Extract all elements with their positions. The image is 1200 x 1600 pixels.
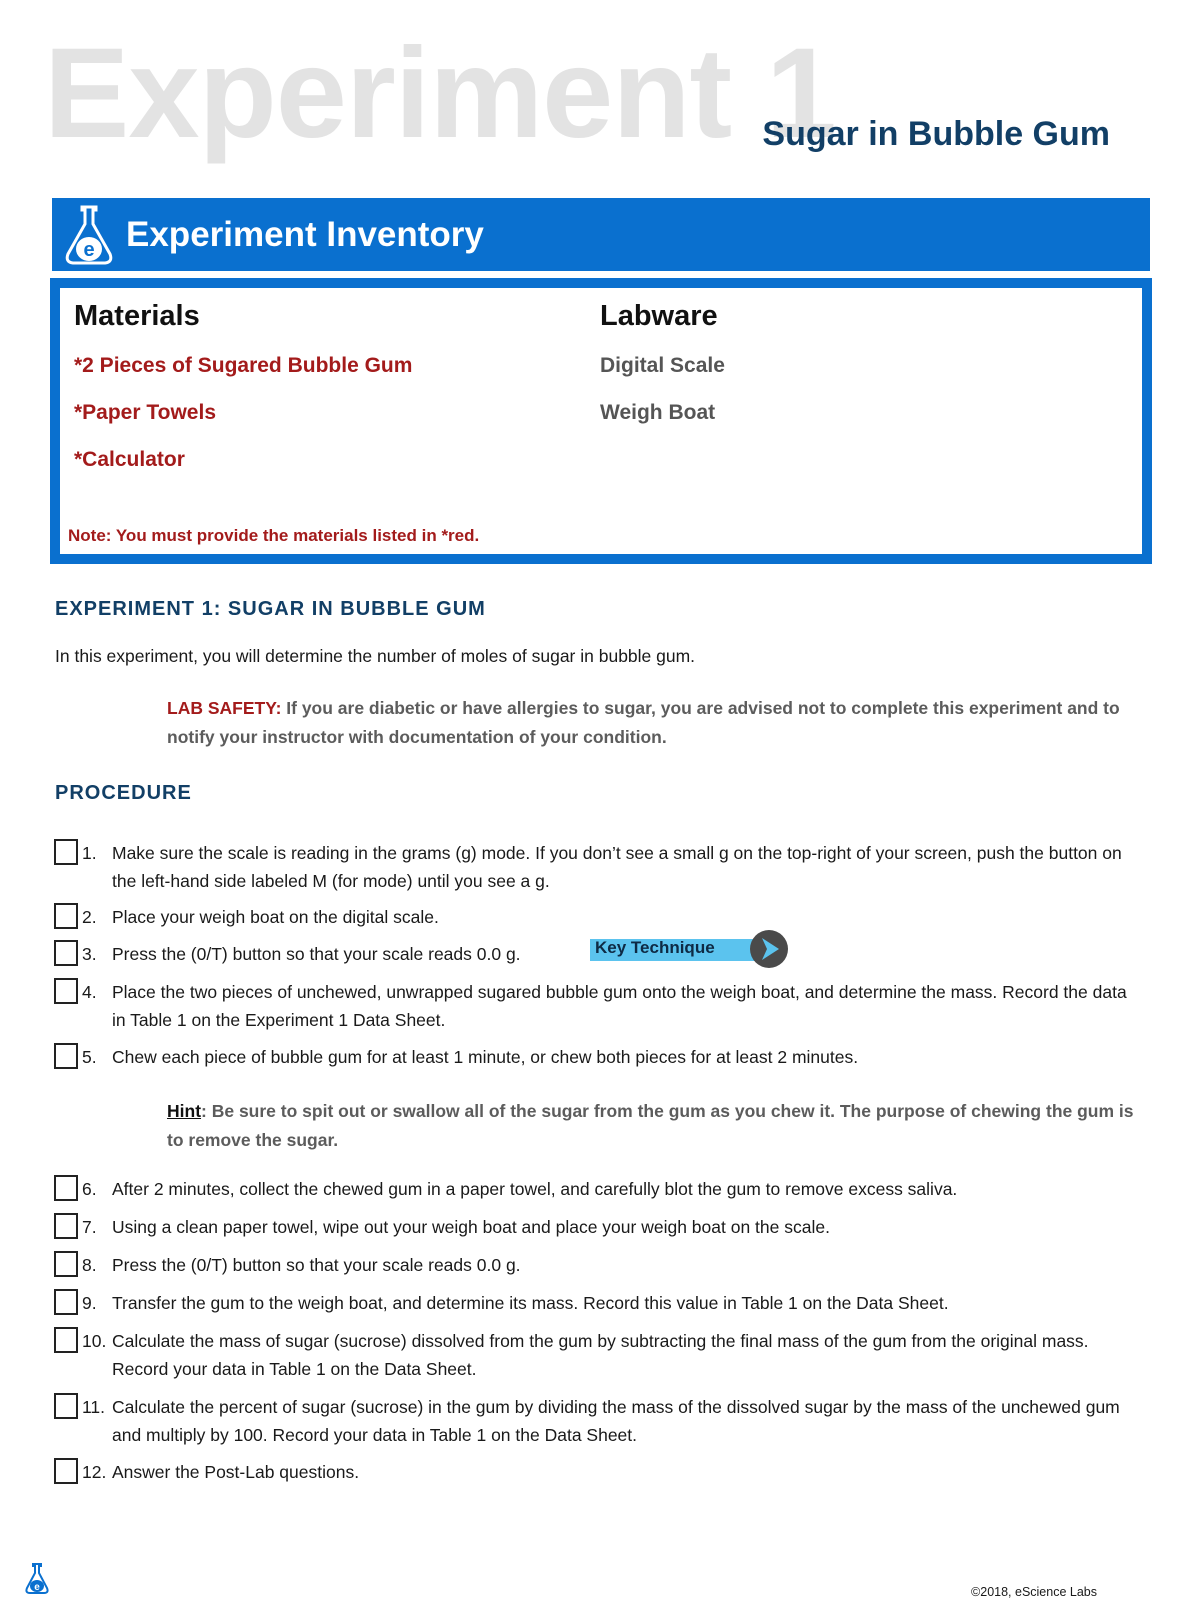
step-text: Calculate the mass of sugar (sucrose) dissolved from the gum by subtracting the final mass of the gum from the original mass. Record your data in Table 1 on the Data Sheet. [112, 1331, 1089, 1379]
procedure-step [54, 1043, 1144, 1071]
step-number: 2. [82, 907, 97, 927]
escience-flask-icon [62, 204, 116, 266]
step-number: 1. [82, 843, 97, 863]
materials-heading: Materials [74, 300, 200, 332]
labware-item: Weigh Boat [600, 401, 716, 424]
step-checkbox[interactable] [54, 1175, 78, 1201]
step-number: 5. [82, 1047, 97, 1067]
copyright-text: ©2018, eScience Labs [971, 1585, 1097, 1599]
hint-label: Hint [167, 1101, 202, 1121]
step-number: 4. [82, 982, 97, 1002]
step-checkbox[interactable] [54, 1213, 78, 1239]
step-text: Press the (0/T) button so that your scale reads 0.0 g. [112, 1255, 521, 1275]
step-text: Using a clean paper towel, wipe out your weigh boat and place your weigh boat on the scale. [112, 1217, 830, 1237]
experiment-heading: EXPERIMENT 1: SUGAR IN BUBBLE GUM [55, 598, 486, 620]
procedure-step [54, 1393, 1144, 1449]
hint-callout [167, 1097, 1142, 1155]
step-number: 9. [82, 1293, 97, 1313]
procedure-heading: PROCEDURE [55, 782, 192, 804]
step-number: 12. [82, 1462, 107, 1482]
procedure-step [54, 978, 1144, 1034]
step-checkbox[interactable] [54, 903, 78, 929]
lab-safety-callout [167, 694, 1142, 752]
lab-safety-text: If you are diabetic or have allergies to sugar, you are advised not to complete this experiment and to notify your instructor with documentation of your condition. [167, 698, 1120, 747]
step-text: Press the (0/T) button so that your scale reads 0.0 g. [112, 944, 521, 964]
procedure-step [54, 903, 1144, 931]
step-text: Answer the Post-Lab questions. [112, 1462, 360, 1482]
step-text: Make sure the scale is reading in the grams (g) mode. If you don’t see a small g on the top-right of your screen, push the button on the left-hand side labeled M (for mode) until you see a g. [112, 843, 1122, 891]
step-checkbox[interactable] [54, 940, 78, 966]
step-text: Place your weigh boat on the digital scale. [112, 907, 439, 927]
experiment-intro: In this experiment, you will determine the number of moles of sugar in bubble gum. [55, 646, 696, 666]
step-checkbox[interactable] [54, 1251, 78, 1277]
step-number: 3. [82, 944, 97, 964]
watermark-title: Experiment 1 [44, 22, 836, 165]
step-text: Place the two pieces of unchewed, unwrapped sugared bubble gum onto the weigh boat, and determine the mass. Record the data in Table 1 on the Experiment 1 Data Sheet. [112, 982, 1127, 1030]
material-item: *Paper Towels [74, 401, 216, 424]
labware-column [600, 300, 725, 445]
inventory-note: Note: You must provide the materials listed in *red. [68, 526, 480, 545]
step-checkbox[interactable] [54, 839, 78, 865]
step-number: 6. [82, 1179, 97, 1199]
labware-item: Digital Scale [600, 354, 725, 377]
inventory-header-bar [52, 198, 1150, 271]
material-item: *2 Pieces of Sugared Bubble Gum [74, 354, 413, 377]
step-number: 8. [82, 1255, 97, 1275]
procedure-step [54, 1251, 1144, 1279]
step-text: Chew each piece of bubble gum for at least 1 minute, or chew both pieces for at least 2 minutes. [112, 1047, 859, 1067]
step-checkbox[interactable] [54, 1393, 78, 1419]
inventory-title: Experiment Inventory [126, 214, 484, 254]
procedure-step [54, 839, 1144, 895]
step-text: Transfer the gum to the weigh boat, and determine its mass. Record this value in Table 1 on the Data Sheet. [112, 1293, 949, 1313]
svg-text:e: e [34, 1582, 40, 1593]
escience-flask-icon [24, 1563, 50, 1595]
arrow-right-icon [750, 930, 788, 968]
step-checkbox[interactable] [54, 1327, 78, 1353]
step-number: 11. [82, 1397, 106, 1417]
step-number: 10. [82, 1331, 107, 1351]
hint-text: : Be sure to spit out or swallow all of the sugar from the gum as you chew it. The purpose of chewing the gum is to remove the sugar. [167, 1101, 1134, 1150]
procedure-step [54, 1175, 1144, 1203]
procedure-step [54, 1458, 1144, 1486]
material-item: *Calculator [74, 448, 185, 471]
labware-heading: Labware [600, 300, 718, 332]
step-checkbox[interactable] [54, 1043, 78, 1069]
step-number: 7. [82, 1217, 97, 1237]
procedure-step [54, 1327, 1144, 1383]
step-checkbox[interactable] [54, 978, 78, 1004]
materials-column [74, 300, 412, 492]
document-subtitle: Sugar in Bubble Gum [762, 115, 1110, 153]
key-technique-label: Key Technique [595, 938, 715, 957]
procedure-step [54, 1289, 1144, 1317]
key-technique-button[interactable] [590, 930, 790, 968]
step-checkbox[interactable] [54, 1458, 78, 1484]
inventory-box [50, 278, 1152, 564]
step-text: After 2 minutes, collect the chewed gum in a paper towel, and carefully blot the gum to remove excess saliva. [112, 1179, 958, 1199]
lab-safety-label: LAB SAFETY: [167, 698, 282, 718]
procedure-step [54, 1213, 1144, 1241]
step-text: Calculate the percent of sugar (sucrose) in the gum by dividing the mass of the dissolved sugar by the mass of the unchewed gum and multiply by 100. Record your data in Table 1 on the Data Sheet. [112, 1397, 1120, 1445]
step-checkbox[interactable] [54, 1289, 78, 1315]
svg-text:e: e [83, 238, 95, 261]
